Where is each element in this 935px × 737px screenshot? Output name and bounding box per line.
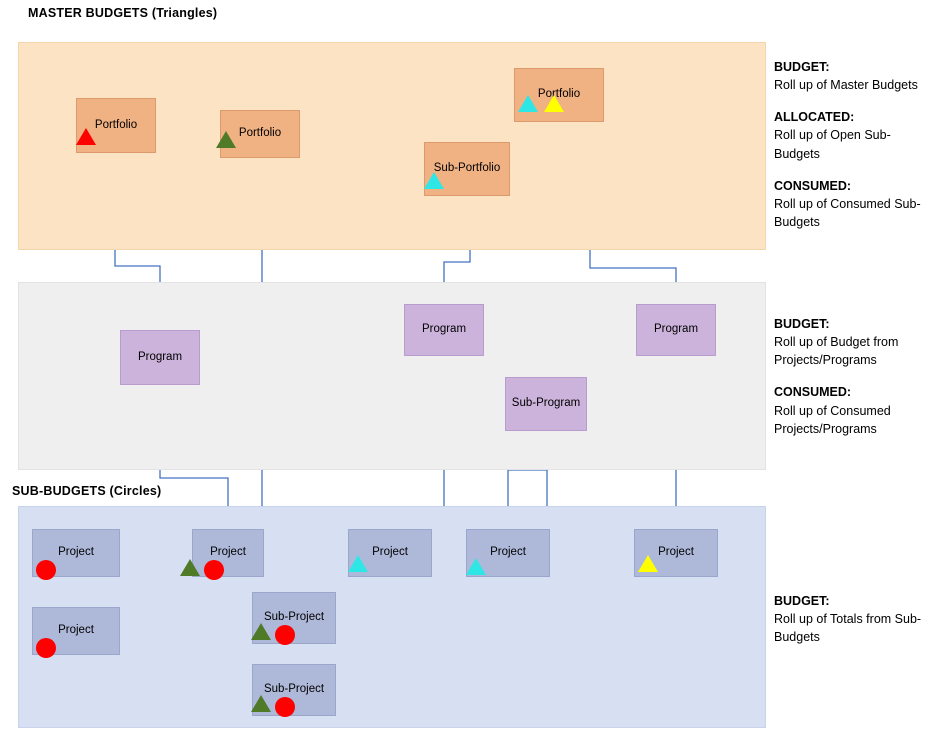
- legend-program-consumed: [774, 383, 934, 437]
- node-portfolio-1-label: Portfolio: [94, 118, 138, 131]
- legend-master-consumed: [774, 177, 934, 231]
- node-sub-program[interactable]: [505, 377, 587, 431]
- node-sub-project-1-label: Sub-Project: [263, 611, 325, 624]
- legend-master-allocated-heading: ALLOCATED:: [774, 110, 855, 125]
- legend-program-consumed-heading: CONSUMED:: [774, 385, 852, 400]
- triangle-marker-green: [251, 695, 271, 712]
- legend-sub-budget: [774, 592, 934, 646]
- node-project-4-label: Project: [372, 546, 408, 559]
- legend-master-budgets: [774, 58, 934, 231]
- legend-sub-budgets: [774, 592, 934, 646]
- node-project-3-col2[interactable]: [192, 529, 264, 577]
- circle-marker-red: [204, 560, 224, 580]
- triangle-marker-green: [216, 131, 236, 148]
- sub-budgets-title: SUB-BUDGETS (Circles): [12, 484, 162, 498]
- triangle-marker-cyan: [518, 95, 538, 112]
- circle-marker-red: [275, 697, 295, 717]
- circle-marker-red: [275, 625, 295, 645]
- circle-marker-red: [36, 638, 56, 658]
- legend-master-budget-text: Roll up of Master Budgets: [774, 78, 918, 93]
- triangle-marker-yellow: [638, 555, 658, 572]
- node-program-2-label: Program: [421, 323, 467, 336]
- node-program-1[interactable]: [120, 330, 200, 385]
- legend-master-budget: [774, 58, 934, 94]
- legend-master-allocated-text: Roll up of Open Sub-Budgets: [774, 128, 891, 161]
- legend-sub-budget-text: Roll up of Totals from Sub-Budgets: [774, 612, 922, 645]
- legend-programs: [774, 315, 934, 438]
- master-budgets-title: MASTER BUDGETS (Triangles): [28, 6, 218, 20]
- triangle-marker-green: [251, 623, 271, 640]
- node-program-3-label: Program: [653, 323, 699, 336]
- triangle-marker-cyan: [424, 172, 444, 189]
- node-program-3[interactable]: [636, 304, 716, 356]
- node-project-5-label: Project: [490, 546, 526, 559]
- legend-sub-budget-heading: BUDGET:: [774, 594, 830, 608]
- node-program-1-label: Program: [137, 350, 183, 363]
- node-project-1-label: Project: [58, 546, 94, 559]
- legend-master-budget-heading: BUDGET:: [774, 60, 830, 74]
- node-project-6-label: Project: [658, 546, 694, 559]
- triangle-marker-yellow: [544, 95, 564, 112]
- triangle-marker-green: [180, 559, 200, 576]
- legend-program-consumed-text: Roll up of Consumed Projects/Programs: [774, 403, 891, 436]
- node-portfolio-2-label: Portfolio: [238, 127, 282, 140]
- legend-master-consumed-heading: CONSUMED:: [774, 178, 852, 193]
- node-program-2[interactable]: [404, 304, 484, 356]
- node-sub-program-label: Sub-Program: [511, 397, 581, 410]
- node-sub-portfolio-label: Sub-Portfolio: [433, 162, 501, 175]
- triangle-marker-cyan: [466, 558, 486, 575]
- legend-master-consumed-text: Roll up of Consumed Sub-Budgets: [774, 196, 921, 229]
- legend-program-budget: [774, 315, 934, 369]
- node-portfolio-3-label: Portfolio: [537, 88, 581, 101]
- legend-program-budget-text: Roll up of Budget from Projects/Programs: [774, 335, 899, 368]
- triangle-marker-red: [76, 128, 96, 145]
- triangle-marker-cyan: [348, 555, 368, 572]
- legend-program-budget-heading: BUDGET:: [774, 317, 830, 331]
- node-sub-project-2-label: Sub-Project: [263, 683, 325, 696]
- node-project-2-lower-left-label: Project: [58, 624, 94, 637]
- legend-master-allocated: [774, 108, 934, 162]
- circle-marker-red: [36, 560, 56, 580]
- node-project-3-col2-label: Project: [210, 546, 246, 559]
